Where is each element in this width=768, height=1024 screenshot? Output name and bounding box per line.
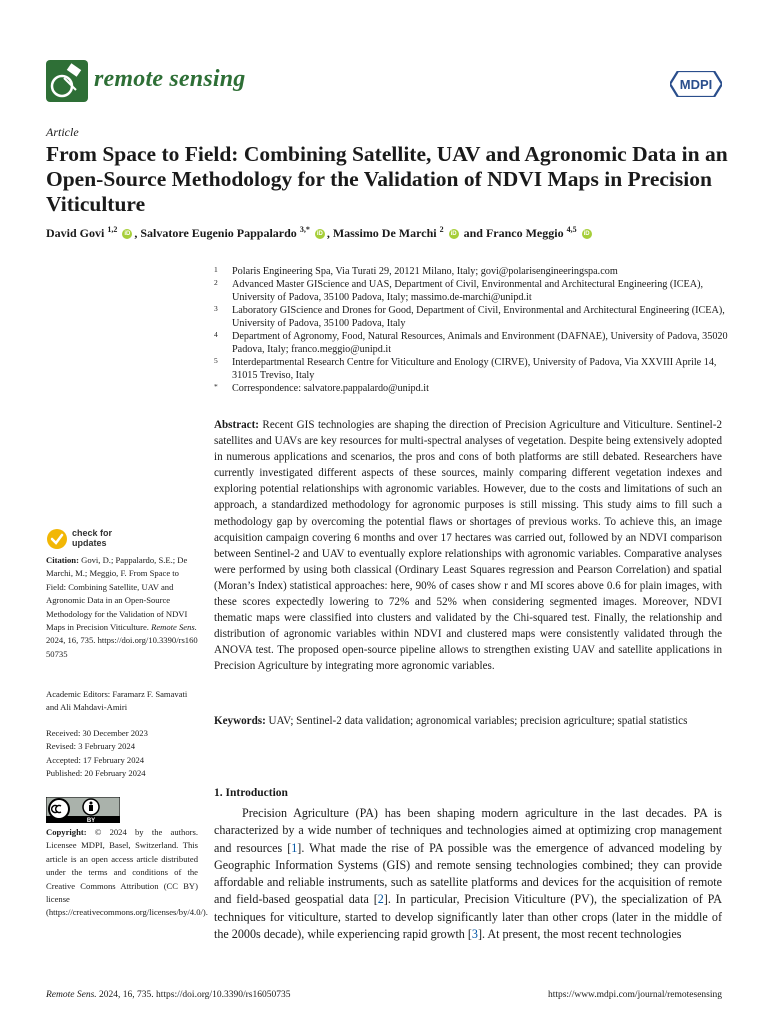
affiliation-number: 1 (214, 265, 218, 274)
footer-citation-text[interactable]: 2024, 16, 735. https://doi.org/10.3390/rs16050735 (99, 990, 291, 1000)
footer-journal-url[interactable]: https://www.mdpi.com/journal/remotesensing (547, 990, 722, 1000)
abstract-label: Abstract: (214, 419, 259, 431)
journal-logo-icon (46, 60, 88, 102)
affiliation-item (214, 278, 734, 304)
author-affiliation-sup: 1,2 (107, 225, 118, 234)
affiliation-item (214, 330, 734, 356)
intro-text: ]. At present, the most recent technologies (477, 927, 682, 942)
revised-date: Revised: 3 February 2024 (46, 741, 136, 752)
citation-journal: Remote Sens. (151, 622, 197, 633)
intro-text: ]. What made the rise of PA possible was the emergence of advanced modeling by Geographic Information Systems (GIS) and remote sensing technologies combined; they can provide affordable and reliable instruments, such as satellite platforms and devices for the acquisition of remote and field-based geospatial data [ (214, 840, 722, 907)
author-name: Franco Meggio (485, 226, 564, 240)
copyright-label: Copyright: (46, 827, 87, 837)
check-for-updates-badge[interactable] (46, 528, 136, 550)
article-title: From Space to Field: Combining Satellite, UAV and Agronomic Data in an Open-Source Methodology for the Validation of NDVI Maps in Precision Viticulture (46, 142, 728, 216)
publication-dates (46, 727, 198, 781)
footer-journal: Remote Sens. (46, 990, 97, 1000)
author-affiliation-sup: 4,5 (566, 225, 577, 234)
author-name: Salvatore Eugenio Pappalardo (140, 226, 297, 240)
affiliation-item (214, 304, 734, 330)
citation-volume: 2024, 16, 735. (46, 635, 96, 646)
author-name: David Govi (46, 226, 105, 240)
intro-text: Precision Agriculture (PA) has been shaping modern agriculture in the last decades. PA is characterized by a wide number of techniques and technologies aimed at optimizing crop management and resources [ (214, 806, 722, 855)
affiliation-number: * (214, 382, 218, 391)
author-separator: , (326, 226, 333, 240)
introduction-paragraph (214, 805, 722, 943)
author-affiliation-sup: 3,* (299, 225, 310, 234)
affiliation-number: 3 (214, 304, 218, 313)
accepted-date: Accepted: 17 February 2024 (46, 754, 145, 765)
author-separator: , (134, 226, 141, 240)
reference-link[interactable]: 3 (471, 927, 478, 942)
affiliation-text: Department of Agronomy, Food, Natural Resources, Animals and Environment (DAFNAE), University of Padova, 35020 Padova, Italy; franco.meggio@unipd.it (232, 331, 728, 355)
check-updates-line2: updates (72, 537, 107, 548)
citation-doi-link[interactable]: https://doi.org/10.3390/rs16050735 (46, 635, 198, 659)
creative-commons-by-icon[interactable] (46, 797, 120, 823)
affiliation-number: 4 (214, 330, 218, 339)
article-type: Article (46, 125, 79, 139)
journal-header (46, 56, 722, 104)
orcid-icon[interactable]: iD (583, 231, 590, 238)
author-affiliation-sup: 2 (439, 225, 444, 234)
mdpi-logo-text: MDPI (679, 77, 713, 92)
citation-label: Citation: (46, 555, 79, 565)
received-date: Received: 30 December 2023 (46, 728, 148, 738)
check-updates-text (72, 529, 112, 548)
reference-link[interactable]: 1 (291, 840, 298, 855)
section-heading-introduction: 1. Introduction (214, 787, 288, 799)
correspondence-item (214, 382, 734, 395)
affiliation-number: 5 (214, 356, 218, 365)
copyright-text: © 2024 by the authors. Licensee MDPI, Basel, Switzerland. This article is an open access article distributed under the terms and conditions of the Creative Commons Attribution (CC BY) license (https://creativecommons.org/licenses/by/4.0/). (46, 827, 208, 918)
affiliation-item (214, 265, 734, 278)
orcid-icon[interactable]: iD (450, 231, 457, 238)
mdpi-logo-icon (670, 71, 722, 97)
author-name: Massimo De Marchi (332, 226, 437, 240)
copyright-notice (46, 826, 208, 920)
citation-text: Govi, D.; Pappalardo, S.E.; De Marchi, M.; Meggio, F. From Space to Field: Combining Satellite, UAV and Agronomic Data in an Open-Source Methodology for the Validation of NDVI Maps in Precision Viticulture. (46, 555, 188, 633)
affiliation-text: Advanced Master GIScience and UAS, Department of Civil, Environmental and Architectural Engineering (ICEA), University of Padova, 35100 Padova, Italy; massimo.de-marchi@unipd.it (232, 279, 704, 303)
affiliation-text: Polaris Engineering Spa, Via Turati 29, 20121 Milano, Italy; govi@polarisengineeringspa.com (232, 266, 618, 277)
abstract (214, 417, 722, 675)
keywords-label: Keywords: (214, 715, 266, 727)
citation-block (46, 554, 198, 661)
orcid-icon[interactable]: iD (316, 231, 323, 238)
abstract-text: Recent GIS technologies are shaping the direction of Precision Agriculture and Viticulture. Sentinel-2 satellites and UAVs are key resources for multi-spectral analyses of vegetation. Despite being extensively adopted in numerous applications and scenarios, the pros and cons of both platforms are still debated. Researchers have currently investigated different aspects of these sources, mainly comparing different vegetation indexes and exploring potential relationships with agronomic variables. However, due to the costs and limitations of such an approach, a standardized methodology for agronomic purposes is still missing. This study aims to fill such a methodology gap by overcoming the potential flaws or shortages of previous works. To achieve this, an image acquisition campaign covering 6 months and over 17 hectares was carried out, followed by an NDVI comparison between Sentinel-2 and UAV to eventually explore relationships with agronomic variables. Comparative analyses were performed by using both classical (Ordinary Least Squares regression and Pearson Correlation) and spatial (Moran’s Index) statistical approaches: here, 90% of cases show r and MI scores above 0.6 for plain images, with these scores expectedly lowering to 72% and 52% when considering segmented images. Moreover, NDVI thematic maps were classified into clusters and validated by the Chi-squared test. Finally, the relationship and distribution of agronomic variables within NDVI and clustered maps were consistently validated through the ANOVA test. The proposed open-source pipeline allows to strengthen existing UAV and satellite applications in Precision Agriculture by integrating more agronomic variables. (214, 419, 722, 673)
affiliation-number: 2 (214, 278, 218, 287)
check-updates-line1: check for (72, 528, 113, 538)
author-list (46, 225, 736, 241)
intro-text: ]. In particular, Precision Viticulture (PV), the specialization of PA techniques for viticulture, started to develop significantly later than other crops (later in the middle of the 2000s decade), while experiencing rapid growth [ (214, 892, 723, 942)
affiliation-text: Interdepartmental Research Centre for Viticulture and Enology (CIRVE), University of Padova, Via XXVIII Aprile 14, 31015 Treviso, Italy (232, 357, 717, 381)
reference-link[interactable]: 2 (377, 892, 384, 907)
affiliation-text: Laboratory GIScience and Drones for Good, Department of Civil, Environmental and Architectural Engineering (ICEA), University of Padova, 35100 Padova, Italy (232, 305, 725, 329)
correspondence-text: Correspondence: salvatore.pappalardo@unipd.it (232, 383, 429, 394)
affiliations-list (214, 265, 734, 395)
journal-name: remote sensing (94, 66, 246, 92)
keywords-text: UAV; Sentinel-2 data validation; agronomical variables; precision agriculture; spatial statistics (268, 715, 688, 727)
author-separator: and (460, 226, 486, 240)
cc-by-label: BY (86, 818, 96, 823)
affiliation-item (214, 356, 734, 382)
orcid-icon[interactable]: iD (124, 231, 131, 238)
check-updates-icon (46, 528, 68, 550)
keywords (214, 713, 722, 729)
academic-editors: Academic Editors: Faramarz F. Samavati and Ali Mahdavi-Amiri (46, 689, 188, 713)
published-date: Published: 20 February 2024 (46, 768, 146, 779)
footer-citation (46, 990, 290, 1000)
